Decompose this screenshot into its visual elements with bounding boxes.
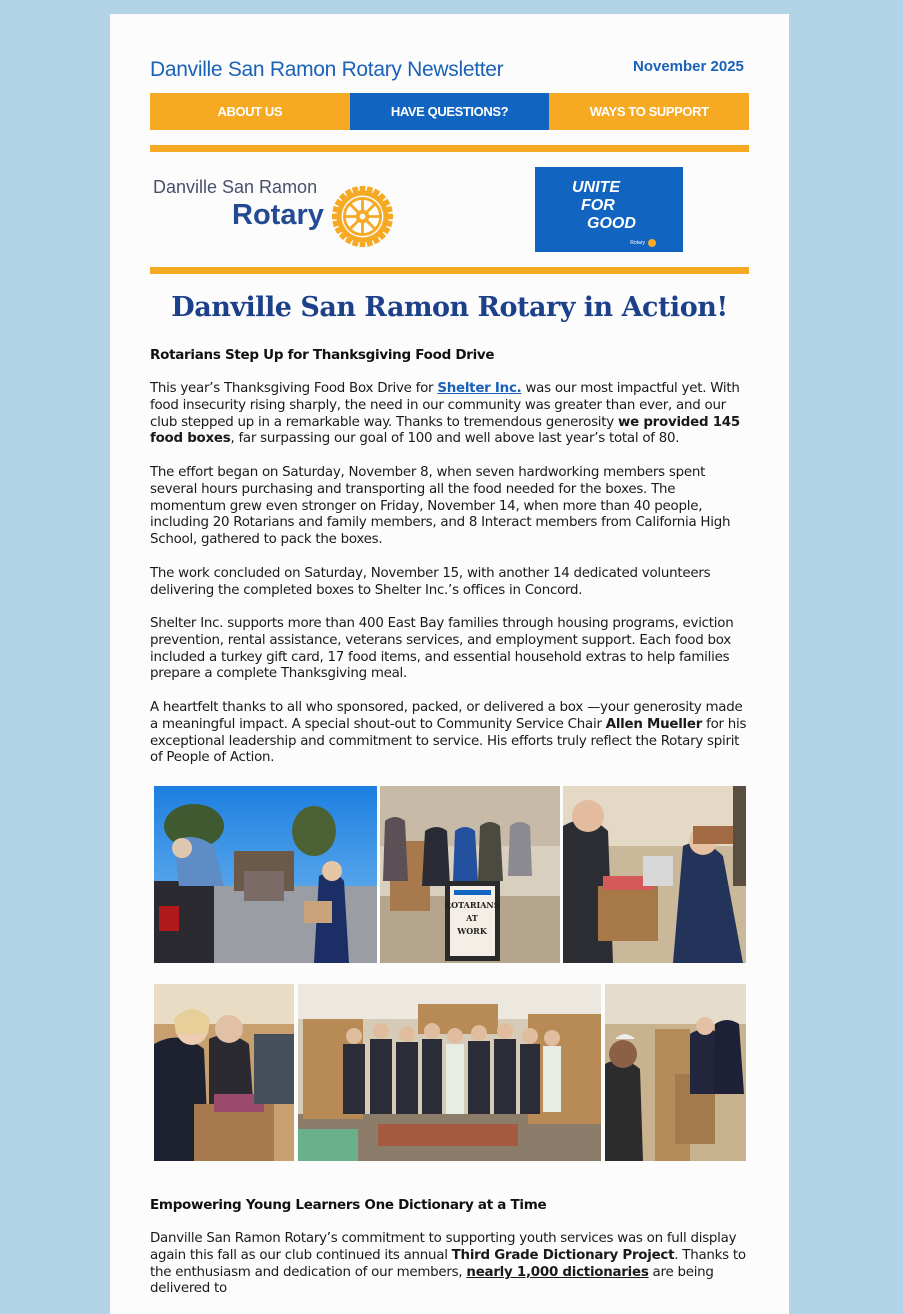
newsletter-title: Danville San Ramon Rotary Newsletter [150, 58, 504, 81]
divider-bottom [150, 267, 749, 274]
unite-badge-mini-text: Rotary [630, 240, 645, 246]
logo-rotary-word: Rotary [232, 199, 324, 231]
bold-text-run: nearly 1,000 dictionaries [466, 1264, 649, 1280]
rotary-wheel-icon [332, 186, 393, 247]
page-headline: Danville San Ramon Rotary in Action! [171, 292, 728, 323]
svg-text:AT: AT [466, 913, 478, 923]
article1-paragraph-3: The work concluded on Saturday, November 15, with another 14 dedicated volunteers delivering the completed boxes to Shelter Inc.’s offices in Concord. [150, 566, 711, 598]
unite-for-good-badge [535, 167, 683, 252]
svg-text:WORK: WORK [457, 926, 487, 936]
issue-date: November 2025 [633, 58, 744, 75]
svg-text:ROTARIANS: ROTARIANS [444, 900, 500, 910]
bold-text-run: we provided 145 food boxes [150, 414, 740, 447]
article1-paragraph-1 [150, 381, 750, 448]
text-run: for his exceptional leadership and commitment to service. His efforts truly reflect the Rotary spirit of People of Action. [150, 716, 747, 766]
photo-packing-table [563, 786, 746, 963]
text-run: . Thanks to the enthusiasm and dedication of our members, [150, 1247, 746, 1280]
article2-title: Empowering Young Learners One Dictionary at a Time [150, 1197, 547, 1213]
article1-paragraph-4: Shelter Inc. supports more than 400 East Bay families through housing programs, eviction prevention, rental assistance, veterans services, and employment support. Each food box included a turkey gift card, 17 food items, and essential household extras to help families prepare a complete Thanksgiving meal. [150, 616, 734, 682]
text-run: was our most impactful yet. With food insecurity rising sharply, the need in our community was greater than ever, and our club stepped up in a remarkable way. Thanks to tremendous generosity [150, 381, 740, 430]
unite-line-3: GOOD [587, 215, 636, 232]
text-run: A heartfelt thanks to all who sponsored, packed, or delivered a box —your generosity made a meaningful impact. A special shout-out to Community Service Chair [150, 700, 743, 732]
bold-text-run: Allen Mueller [605, 716, 703, 732]
photo-volunteers-smiling [154, 984, 294, 1161]
shelter-inc-link[interactable]: Shelter Inc. [437, 381, 522, 396]
nav-about-us-button[interactable]: ABOUT US [150, 93, 350, 130]
text-run: This year’s Thanksgiving Food Box Drive for [150, 381, 438, 396]
article1-paragraph-2: The effort began on Saturday, November 8, when seven hardworking members spent several hours purchasing and transporting all the food needed for the boxes. The momentum grew even stronger on Friday, November 14, when more than 40 people, including 20 Rotarians and family members, and 8 Interact members from California High School, gathered to pack the boxes. [150, 465, 731, 548]
photo-loading-car [154, 786, 377, 963]
newsletter-sheet [110, 14, 789, 1314]
unite-line-1: UNITE [572, 179, 620, 196]
article1-paragraph-5 [150, 700, 750, 767]
article1-title: Rotarians Step Up for Thanksgiving Food Drive [150, 347, 495, 363]
bold-text-run: Third Grade Dictionary Project [451, 1247, 675, 1263]
article2-paragraph-1 [150, 1231, 750, 1298]
unite-line-2: FOR [581, 197, 615, 214]
mini-wheel-icon [648, 239, 656, 247]
divider-top [150, 145, 749, 152]
nav-bar [150, 93, 749, 130]
logo-club-name: Danville San Ramon [153, 177, 318, 197]
photo-assembly-line [605, 984, 746, 1161]
text-run: Danville San Ramon Rotary’s commitment to supporting youth services was on full display again this fall as our club continued its annual [150, 1231, 737, 1263]
text-run: , far surpassing our goal of 100 and well above last year’s total of 80. [230, 431, 680, 447]
photo-group-picture [298, 984, 601, 1161]
text-run: are being delivered to [150, 1264, 714, 1297]
photo-rotarians-at-work [380, 786, 560, 963]
nav-ways-to-support-button[interactable]: WAYS TO SUPPORT [549, 93, 749, 130]
nav-have-questions-button[interactable]: HAVE QUESTIONS? [350, 93, 550, 130]
